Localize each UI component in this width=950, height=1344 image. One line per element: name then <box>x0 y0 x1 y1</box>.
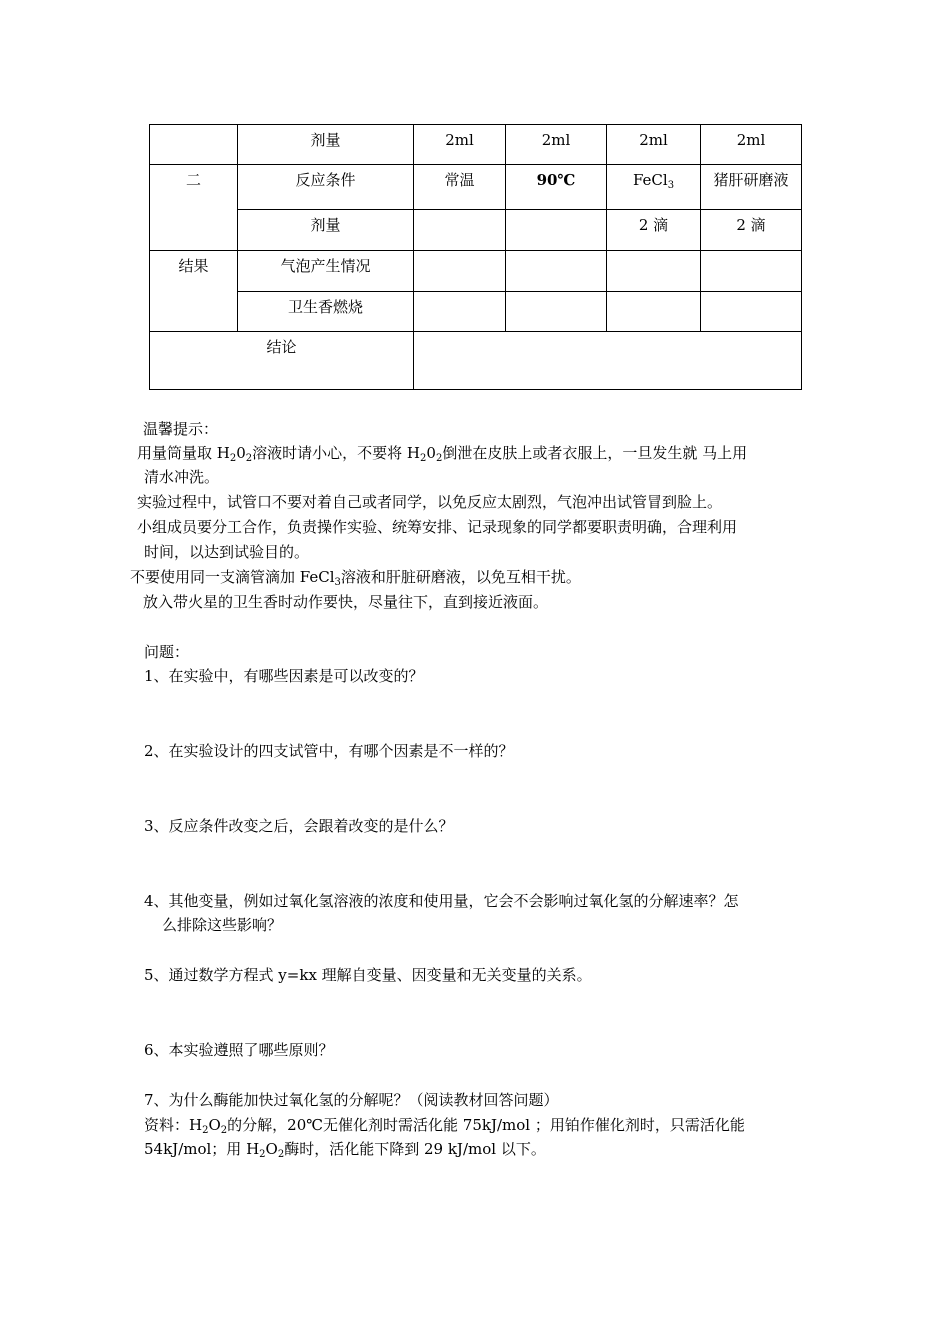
group-label: 结果 <box>150 251 238 332</box>
question-3: 3、反应条件改变之后，会跟着改变的是什么？ <box>144 817 454 835</box>
tip-3: 小组成员要分工合作，负责操作实验、统筹安排、记录现象的同学都要职责明确，合理利用 <box>137 518 738 536</box>
question-1: 1、在实验中，有哪些因素是可以改变的？ <box>144 667 424 685</box>
group-label: 二 <box>150 165 238 251</box>
table-cell <box>414 292 506 332</box>
questions-title: 问题： <box>144 643 190 661</box>
table-row <box>150 251 802 292</box>
tips-title: 温馨提示： <box>143 420 219 438</box>
row-label: 气泡产生情况 <box>238 251 414 292</box>
question-4: 4、其他变量，例如过氧化氢溶液的浓度和使用量，它会不会影响过氧化氢的分解速率？怎 <box>144 892 739 910</box>
conclusion-cell <box>414 332 802 390</box>
question-2: 2、在实验设计的四支试管中，有哪个因素是不一样的？ <box>144 742 514 760</box>
material-line-1: 资料：$H_2O_2$的分解，20℃无催化剂时需活化能 75kJ/mol ；用铂作催化剂时，只需活化能 <box>144 1116 745 1136</box>
table-cell: 2ml <box>414 125 506 165</box>
table-cell: 2 滴 <box>607 210 701 251</box>
tip-2: 实验过程中，试管口不要对着自己或者同学，以免反应太剧烈，气泡冲出试管冒到脸上。 <box>137 493 723 511</box>
table-cell: 2ml <box>506 125 607 165</box>
row-label: 剂量 <box>238 210 414 251</box>
table-cell <box>607 292 701 332</box>
material-line-2: 54kJ/mol；用 $H_2O_2$酶时，活化能下降到 29 kJ/mol 以下。 <box>144 1140 546 1160</box>
table-cell: 2 滴 <box>701 210 802 251</box>
row-label: 剂量 <box>238 125 414 165</box>
table-row <box>150 210 802 251</box>
table-cell <box>701 292 802 332</box>
table-cell: 猪肝研磨液 <box>701 165 802 210</box>
table-cell <box>607 251 701 292</box>
experiment-table <box>149 124 802 390</box>
question-5: 5、通过数学方程式 y=kx 理解自变量、因变量和无关变量的关系。 <box>144 966 592 984</box>
question-4-cont: 么排除这些影响？ <box>162 916 283 934</box>
row-label: 反应条件 <box>238 165 414 210</box>
tip-5: 放入带火星的卫生香时动作要快，尽量往下，直到接近液面。 <box>143 593 549 611</box>
table-cell <box>701 251 802 292</box>
table-cell: 2ml <box>607 125 701 165</box>
row-label: 卫生香燃烧 <box>238 292 414 332</box>
tip-1-cont: 清水冲洗。 <box>144 468 220 486</box>
tip-3-cont: 时间，以达到试验目的。 <box>144 543 310 561</box>
table-cell <box>414 210 506 251</box>
tip-4: 不要使用同一支滴管滴加 FeCl$_3$溶液和肝脏研磨液，以免互相干扰。 <box>130 568 581 588</box>
table-cell <box>607 165 701 210</box>
table-cell <box>506 292 607 332</box>
table-row <box>150 165 802 210</box>
table-row <box>150 125 802 165</box>
table-cell: 常温 <box>414 165 506 210</box>
tip-1: 用量筒量取 $H_20_2$溶液时请小心，不要将 $H_20_2$倒泄在皮肤上或者衣服上，一旦发生就 马上用 <box>137 444 748 464</box>
table-cell: 90℃ <box>506 165 607 210</box>
table-row <box>150 332 802 390</box>
formula-text: FeCl <box>632 171 668 189</box>
question-7: 7、为什么酶能加快过氧化氢的分解呢？（阅读教材回答问题） <box>144 1091 559 1109</box>
question-6: 6、本实验遵照了哪些原则？ <box>144 1041 334 1059</box>
table-cell <box>414 251 506 292</box>
table-cell <box>506 210 607 251</box>
table-row <box>150 292 802 332</box>
table-cell <box>150 125 238 165</box>
table-cell: 2ml <box>701 125 802 165</box>
table-cell <box>506 251 607 292</box>
subscript: 3 <box>667 180 675 191</box>
conclusion-label: 结论 <box>150 332 414 390</box>
